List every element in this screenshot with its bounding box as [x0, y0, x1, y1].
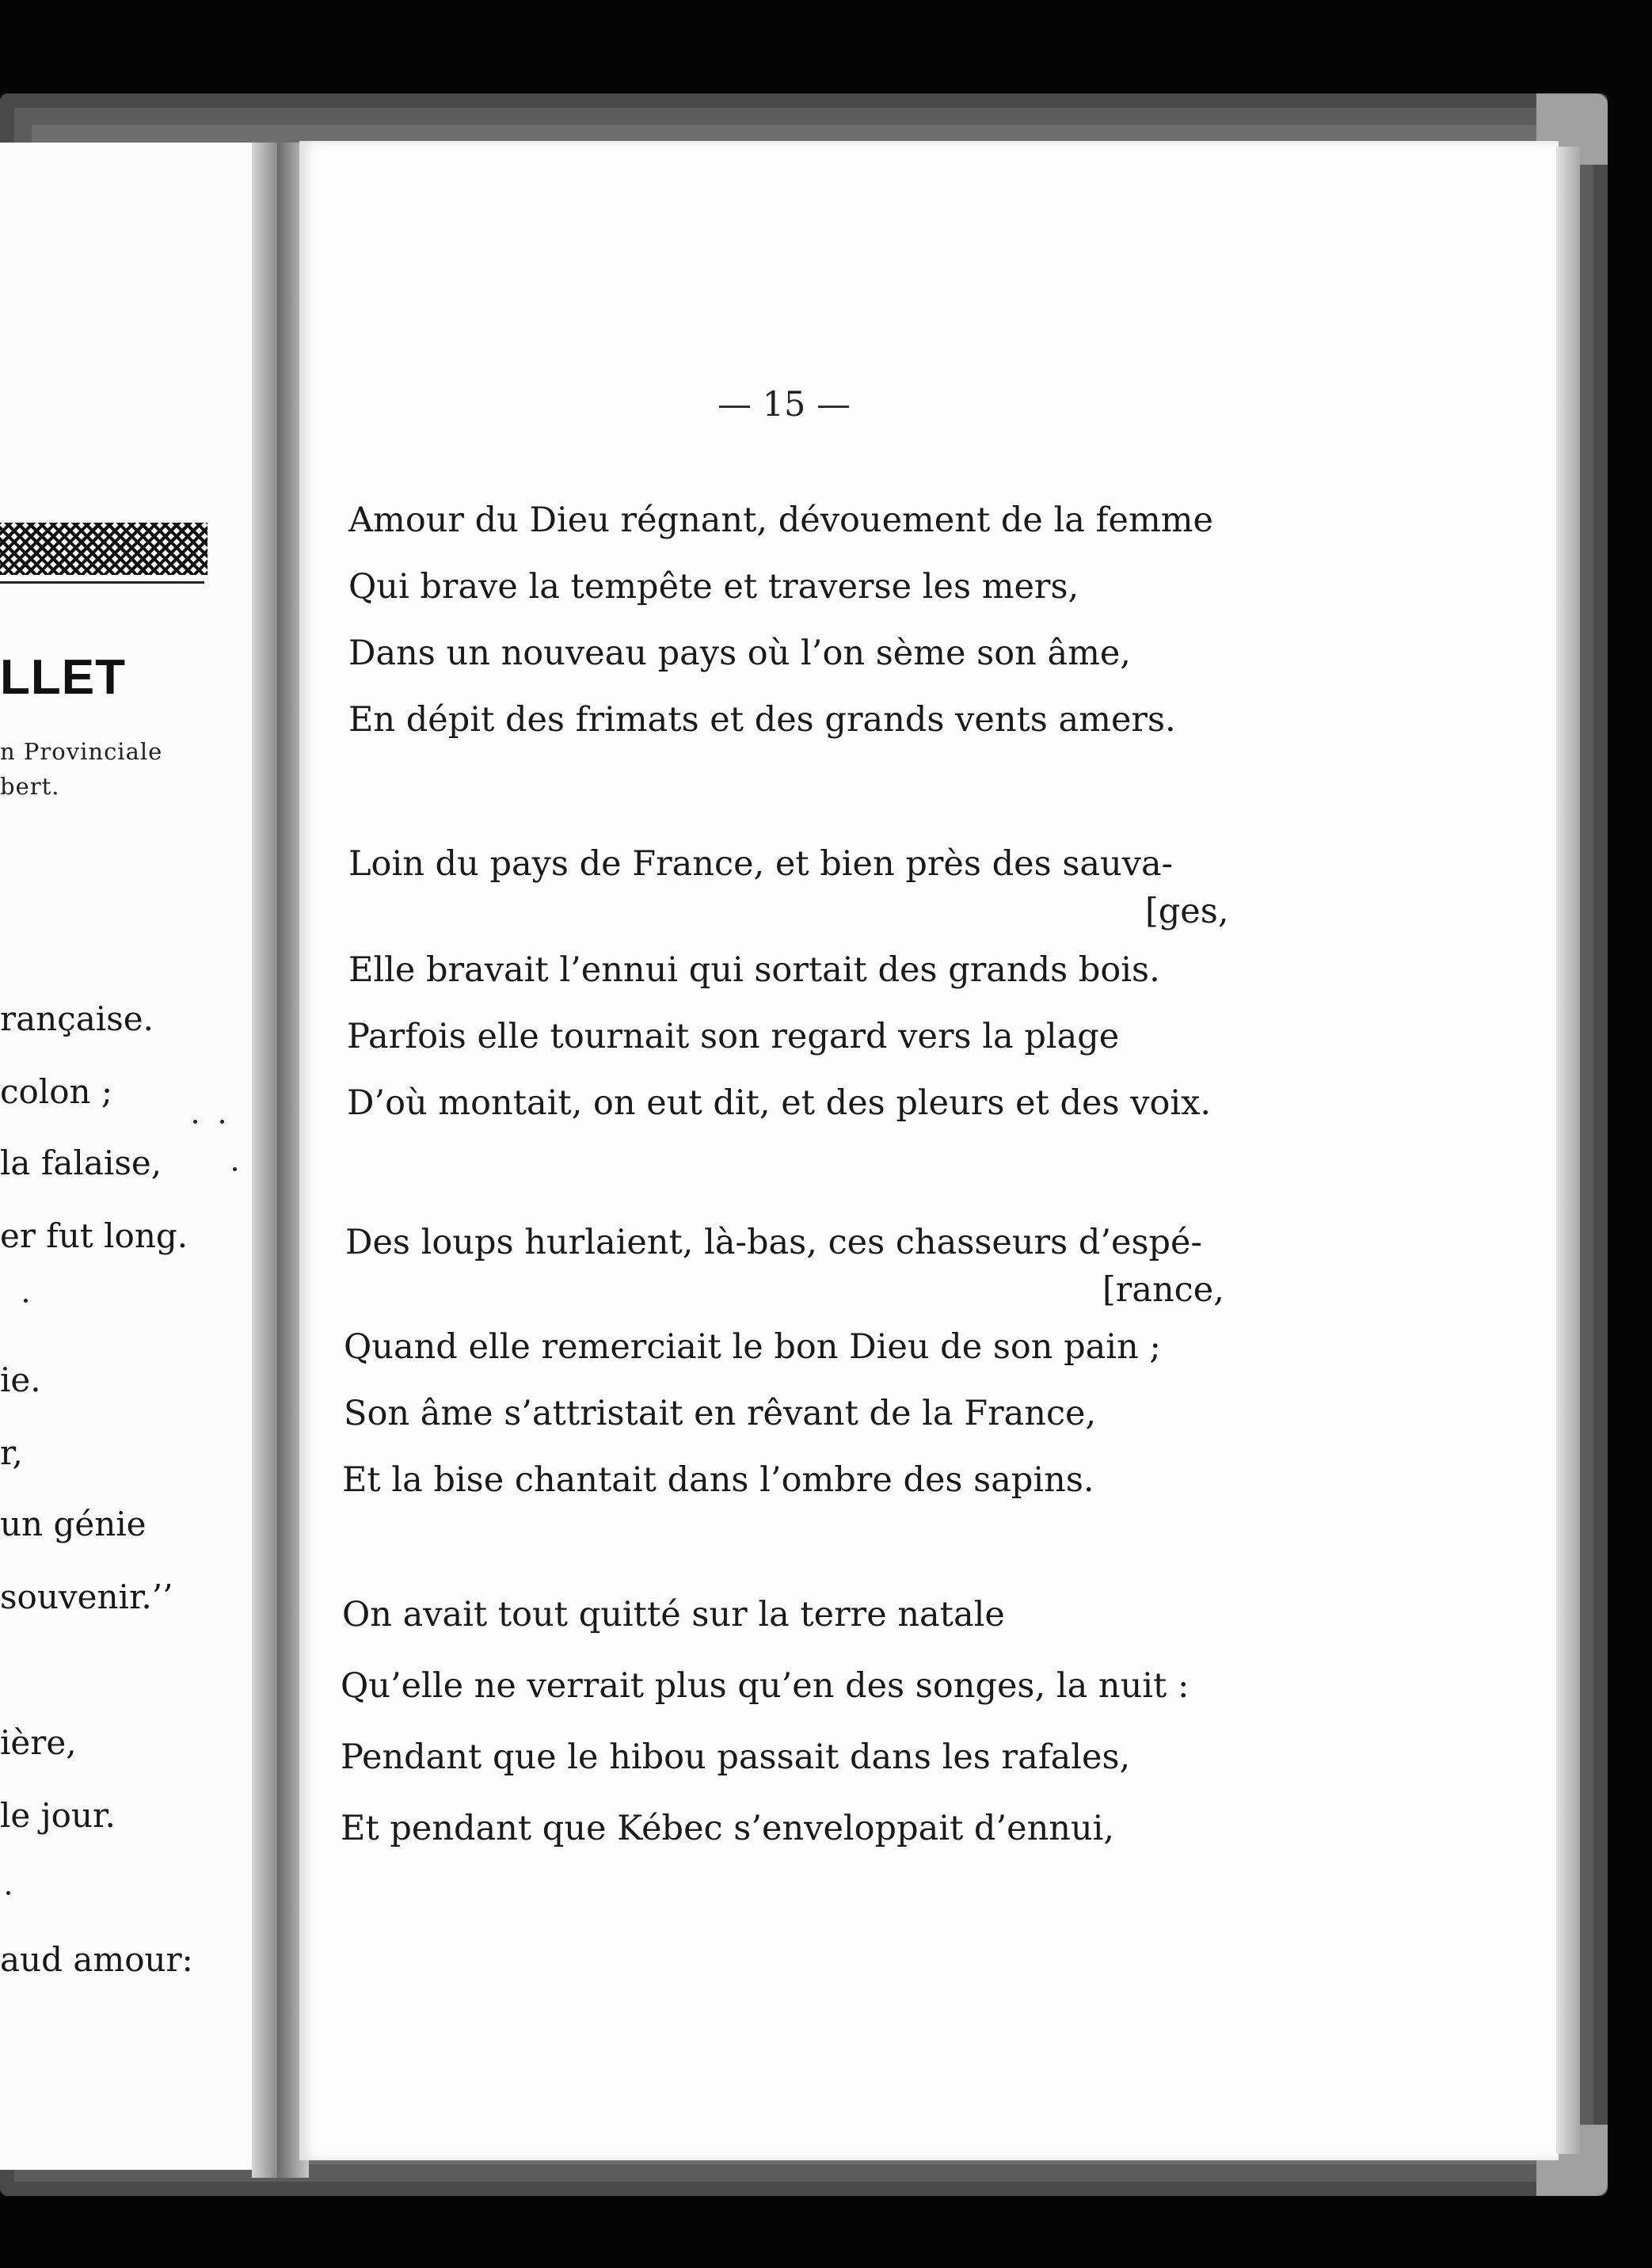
- ornament-rule: [0, 581, 204, 584]
- verse-line: En dépit des frimats et des grands vents amers.: [348, 700, 1176, 740]
- verse-line: Pendant que le hibou passait dans les rafales,: [341, 1737, 1131, 1777]
- verse-line: Son âme s’attristait en rêvant de la France,: [344, 1394, 1097, 1433]
- left-page-line: r,: [0, 1433, 23, 1472]
- verse-line: Qui brave la tempête et traverse les mers,: [348, 567, 1079, 607]
- ink-speck: [24, 1299, 28, 1303]
- verse-line: D’où montait, on eut dit, et des pleurs et des voix.: [347, 1083, 1212, 1123]
- verse-line: Des loups hurlaient, là-bas, ces chasseurs d’espé-: [345, 1223, 1203, 1262]
- left-page-line: ie.: [0, 1360, 41, 1399]
- ink-speck: [233, 1167, 237, 1171]
- left-page-line: er fut long.: [0, 1216, 188, 1255]
- left-page-subtitle-line: n Provinciale: [0, 738, 163, 765]
- verse-line: Dans un nouveau pays où l’on sème son âme,: [348, 634, 1131, 673]
- left-page-line: rançaise.: [0, 999, 154, 1038]
- left-page-line: souvenir.’’: [0, 1577, 173, 1616]
- verse-line: Elle bravait l’ennui qui sortait des grands bois.: [348, 950, 1160, 990]
- ink-speck: [193, 1120, 197, 1124]
- left-page: [0, 143, 273, 2170]
- right-page-edge: [1556, 147, 1580, 2154]
- verse-line: Et pendant que Kébec s’enveloppait d’ennui,: [341, 1809, 1115, 1848]
- left-page-subtitle-line: bert.: [0, 773, 60, 800]
- verse-line-continuation: [rance,: [1102, 1270, 1224, 1310]
- left-page-line: la falaise,: [0, 1144, 162, 1182]
- verse-line: Parfois elle tournait son regard vers la plage: [347, 1017, 1120, 1056]
- verse-line: On avait tout quitté sur la terre natale: [342, 1595, 1005, 1634]
- page-number: — 15 —: [718, 385, 851, 424]
- ink-speck: [220, 1120, 224, 1124]
- verse-line: Quand elle remerciait le bon Dieu de son pain ;: [344, 1327, 1161, 1367]
- right-page: [299, 141, 1559, 2160]
- verse-line: Et la bise chantait dans l’ombre des sapins.: [342, 1460, 1094, 1500]
- verse-line: Qu’elle ne verrait plus qu’en des songes, la nuit :: [341, 1666, 1190, 1706]
- ornament-band: [0, 523, 207, 575]
- verse-line: Loin du pays de France, et bien près des sauva-: [348, 844, 1174, 884]
- left-page-line: aud amour:: [0, 1940, 193, 1979]
- left-page-line: le jour.: [0, 1796, 116, 1835]
- left-page-line: colon ;: [0, 1072, 113, 1111]
- left-page-line: un génie: [0, 1505, 147, 1543]
- left-page-title: LLET: [0, 650, 126, 705]
- verse-line-continuation: [ges,: [1145, 892, 1229, 931]
- ink-speck: [6, 1891, 10, 1895]
- verse-line: Amour du Dieu régnant, dévouement de la femme: [348, 500, 1213, 540]
- left-page-line: ière,: [0, 1723, 77, 1762]
